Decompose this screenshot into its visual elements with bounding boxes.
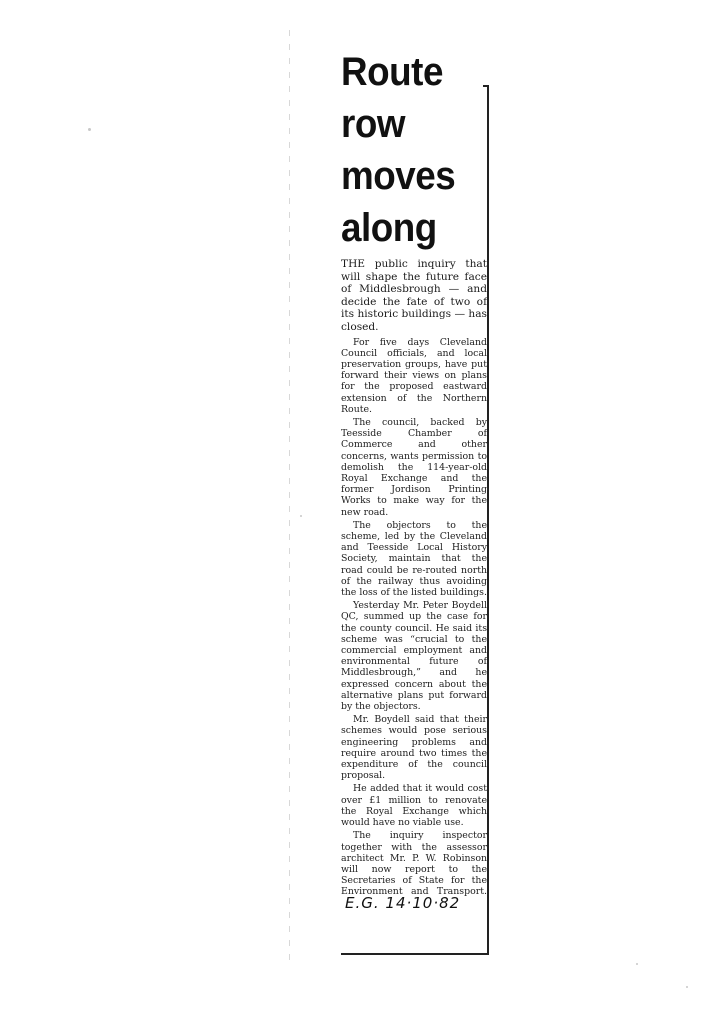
scan-speck (300, 515, 302, 517)
newspaper-clipping (341, 46, 487, 913)
bottom-rule (341, 953, 489, 955)
body-paragraph: Mr. Boydell said that their schemes would pose serious engineering problems and require around two times the expenditure of the council proposal. (341, 714, 487, 782)
lead-paragraph: THE public inquiry that will shape the future face of Middlesbrough — and decide the fate of two of its historic buildings — has closed. (341, 258, 487, 333)
headline (341, 46, 475, 254)
body-paragraph: The objectors to the scheme, led by the Cleveland and Teesside Local History Society, maintain that the road could be re-routed north of the railway thus avoiding the loss of the listed buildings. (341, 519, 487, 599)
column-rule (487, 85, 489, 953)
headline-line: Route (341, 50, 443, 94)
headline-line: moves (341, 154, 456, 198)
scan-speck (686, 986, 688, 988)
body-paragraph: The council, backed by Teesside Chamber of Commerce and other concerns, wants permission to demolish the 114-year-old Royal Exchange and the former Jordison Printing Works to make way for the new road. (341, 416, 487, 518)
final-paragraph-text: The inquiry inspector together with the assessor architect Mr. P. W. Robinson will now report to the Secretaries of State for the Environment and Transport. (341, 830, 487, 898)
scan-speck (88, 128, 91, 131)
headline-line: row (341, 102, 406, 146)
body-paragraph: He added that it would cost over £1 million to renovate the Royal Exchange which would have no viable use. (341, 783, 487, 829)
body-paragraph: Yesterday Mr. Peter Boydell QC, summed up the case for the county council. He said its scheme was “crucial to the commercial employment and environmental future of Middlesbrough,” and he expressed concern about the alternative plans put forward by the objectors. (341, 600, 487, 713)
scan-speck (636, 963, 638, 965)
handwritten-date-annotation: E.G. 14·10·82 (345, 893, 461, 912)
headline-line: along (341, 206, 437, 250)
body-paragraph-final (341, 830, 487, 910)
body-paragraph: For five days Cleveland Council officials, and local preservation groups, have put forward their views on plans for the proposed eastward extension of the Northern Route. (341, 336, 487, 415)
scan-edge-mark (289, 30, 290, 960)
